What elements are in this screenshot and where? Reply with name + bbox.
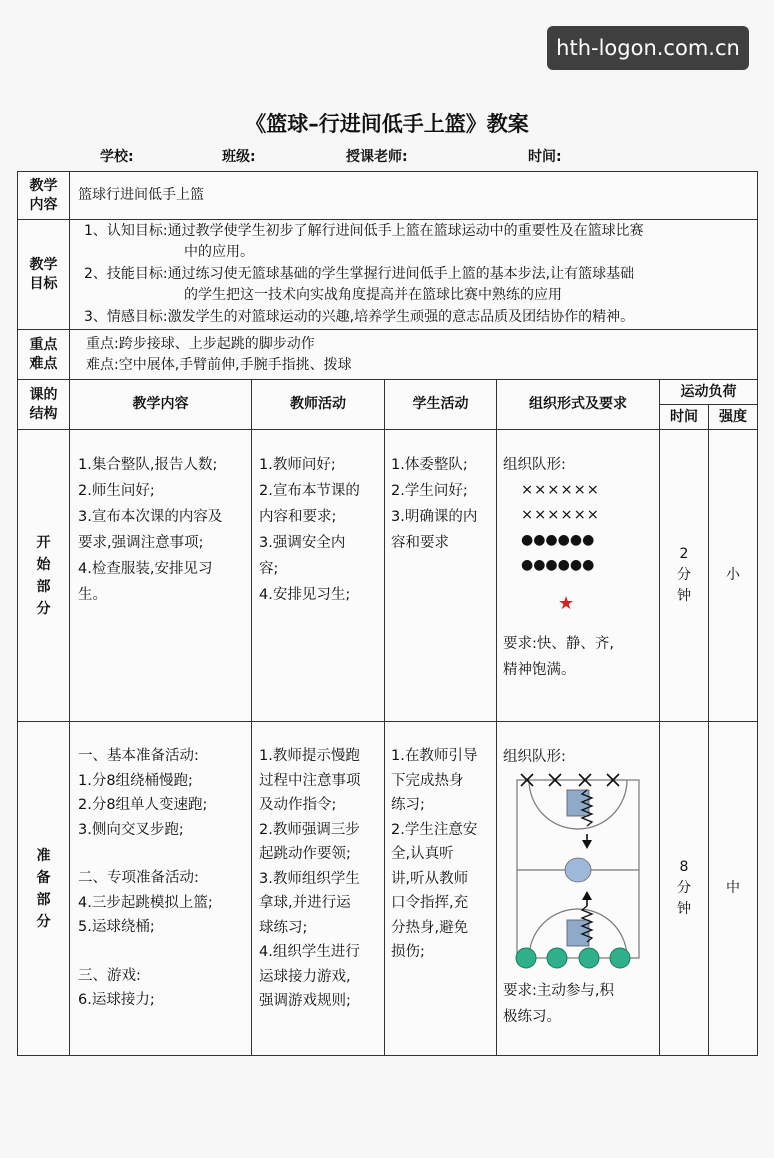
goal-1-line2: 中的应用。 [184, 244, 254, 261]
prep-content-8: 5.运球绕桶; [78, 919, 155, 935]
watermark: hth-logon.com.cn [547, 26, 749, 70]
keypoints-label-text: 重点 难点 [29, 336, 58, 372]
teacher-header: 教师活动 [252, 380, 385, 430]
formation-row-3: ●●●●●● [521, 532, 595, 548]
prep-teacher-4: 2.教师强调三步 [259, 821, 360, 838]
start-time [660, 430, 709, 722]
goals-label-text: 教学 目标 [29, 256, 58, 292]
prep-org-title: 组织队形: [503, 749, 566, 765]
prep-teacher-8: 球练习; [259, 919, 308, 936]
prep-content-2: 1.分8组绕桶慢跑; [78, 772, 193, 789]
goal-1 [84, 221, 753, 264]
prep-time-text: 8 分 钟 [677, 859, 691, 917]
prep-student-6: 讲,听从教师 [391, 870, 469, 887]
prep-teacher-1: 1.教师提示慢跑 [259, 748, 360, 764]
start-label [18, 430, 70, 722]
start-content-2: 2.师生问好; [78, 483, 155, 499]
formation-row-1: ×××××× [521, 482, 600, 498]
prep-teacher-3: 及动作指令; [259, 797, 337, 813]
time-header: 时间 [660, 405, 709, 430]
prep-student-4: 2.学生注意安 [391, 821, 478, 838]
start-teacher-3: 内容和要求; [259, 509, 337, 525]
prep-teacher-10: 运球接力游戏, [259, 968, 351, 985]
center-circle [565, 858, 591, 882]
formation-row-2: ×××××× [521, 507, 600, 523]
structure-header [18, 380, 70, 430]
prep-req-1: 要求:主动参与,积 [503, 983, 614, 999]
prep-content-9 [78, 940, 247, 964]
goal-1-line1: 1、认知目标:通过教学使学生初步了解行进间低手上篮在篮球运动中的重要性及在篮球比赛 [84, 222, 644, 239]
start-label-text: 开 始 部 分 [36, 534, 51, 617]
page-title: 《篮球–行进间低手上篮》教案 [245, 112, 529, 136]
start-student [385, 430, 497, 722]
prep-content-11: 6.运球接力; [78, 992, 155, 1008]
start-student-2: 2.学生问好; [391, 483, 468, 499]
start-content-3: 3.宣布本次课的内容及 [78, 509, 223, 525]
student-header: 学生活动 [385, 380, 497, 430]
header-fields [0, 146, 774, 168]
prep-req-2: 极练习。 [503, 1009, 561, 1025]
goal-3 [84, 307, 753, 329]
intensity-header: 强度 [709, 405, 758, 430]
goal-2-line2: 的学生把这一技术向实战角度提高并在篮球比赛中熟练的应用 [184, 287, 562, 304]
goals-cell [70, 220, 758, 330]
prep-content-4: 3.侧向交叉步跑; [78, 821, 184, 838]
prep-content-7: 4.三步起跳模拟上篮; [78, 894, 213, 911]
class-field: 班级: [222, 149, 256, 165]
red-star-icon: ★ [558, 593, 575, 614]
start-student-4: 容和要求 [391, 535, 449, 551]
start-req-1: 要求:快、静、齐, [503, 636, 614, 652]
prep-student-2: 下完成热身 [391, 772, 464, 789]
prep-student-8: 分热身,避免 [391, 919, 469, 936]
start-content [70, 430, 252, 722]
prep-section [18, 722, 758, 1056]
goal-2-line1: 2、技能目标:通过练习使无篮球基础的学生掌握行进间低手上篮的基本步法,让有篮球基础 [84, 265, 635, 282]
goal-2 [84, 264, 753, 307]
prep-student [385, 722, 497, 1056]
time-field: 时间: [528, 149, 562, 165]
prep-content [70, 722, 252, 1056]
formation-row-4: ●●●●●● [521, 557, 595, 573]
prep-student-1: 1.在教师引导 [391, 748, 478, 764]
school-field: 学校: [100, 149, 134, 165]
start-content-6: 生。 [78, 587, 107, 603]
prep-teacher-5: 起跳动作要领; [259, 846, 351, 862]
start-teacher-2: 2.宣布本节课的 [259, 483, 360, 499]
arrow-down-icon [582, 840, 592, 849]
prep-teacher-9: 4.组织学生进行 [259, 944, 360, 960]
start-org [497, 430, 660, 722]
content-value: 篮球行进间低手上篮 [70, 172, 758, 220]
start-teacher-6: 4.安排见习生; [259, 587, 351, 603]
prep-req [503, 978, 659, 1030]
org-header: 组织形式及要求 [497, 380, 660, 430]
start-student-3: 3.明确课的内 [391, 509, 478, 525]
prep-content-10: 三、游戏: [78, 967, 141, 984]
start-content-5: 4.检查服装,安排见习 [78, 561, 213, 577]
start-student-1: 1.体委整队; [391, 457, 468, 473]
prep-content-3: 2.分8组单人变速跑; [78, 797, 208, 813]
structure-header-text: 课的 结构 [29, 386, 58, 422]
prep-teacher-6: 3.教师组织学生 [259, 870, 360, 887]
start-intensity: 小 [709, 430, 758, 722]
prep-student-3: 练习; [391, 797, 425, 813]
prep-time [660, 722, 709, 1056]
content-label [18, 172, 70, 220]
prep-student-7: 口令指挥,充 [391, 895, 469, 911]
start-req [503, 631, 659, 683]
content-label-text: 教学 内容 [29, 177, 58, 213]
prep-intensity: 中 [709, 722, 758, 1056]
start-teacher-5: 容; [259, 561, 279, 577]
prep-teacher-2: 过程中注意事项 [259, 772, 361, 789]
lesson-plan-table [17, 171, 758, 1056]
prep-org [497, 722, 660, 1056]
start-teacher-1: 1.教师问好; [259, 457, 336, 473]
keypoints-cell [70, 330, 758, 380]
prep-student-5: 全,认真听 [391, 846, 454, 862]
difficult-point: 难点:空中展体,手臂前伸,手腕手指挑、拨球 [86, 356, 352, 373]
goals-label [18, 220, 70, 330]
keypoints-label [18, 330, 70, 380]
prep-student-9: 损伤; [391, 944, 425, 960]
prep-content-1: 一、基本准备活动: [78, 748, 199, 764]
start-teacher [252, 430, 385, 722]
content-header: 教学内容 [70, 380, 252, 430]
prep-teacher-7: 拿球,并进行运 [259, 895, 351, 911]
start-content-1: 1.集合整队,报告人数; [78, 457, 218, 473]
start-section [18, 430, 758, 722]
load-header: 运动负荷 [660, 380, 758, 405]
prep-label [18, 722, 70, 1056]
prep-label-text: 准 备 部 分 [36, 847, 51, 930]
prep-teacher-11: 强调游戏规则; [259, 993, 351, 1009]
court-diagram [509, 772, 649, 972]
teacher-field: 授课老师: [346, 149, 408, 165]
goal-3-line1: 3、情感目标:激发学生的对篮球运动的兴趣,培养学生顽强的意志品质及团结协作的精神。 [84, 308, 635, 325]
start-org-title: 组织队形: [503, 457, 566, 473]
start-time-text: 2 分 钟 [677, 546, 691, 604]
prep-content-5 [78, 842, 247, 866]
prep-content-6: 二、专项准备活动: [78, 870, 199, 886]
start-content-4: 要求,强调注意事项; [78, 535, 204, 551]
start-req-2: 精神饱满。 [503, 662, 576, 678]
key-point: 重点:跨步接球、上步起跳的脚步动作 [86, 335, 315, 352]
prep-teacher [252, 722, 385, 1056]
start-teacher-4: 3.强调安全内 [259, 535, 346, 551]
